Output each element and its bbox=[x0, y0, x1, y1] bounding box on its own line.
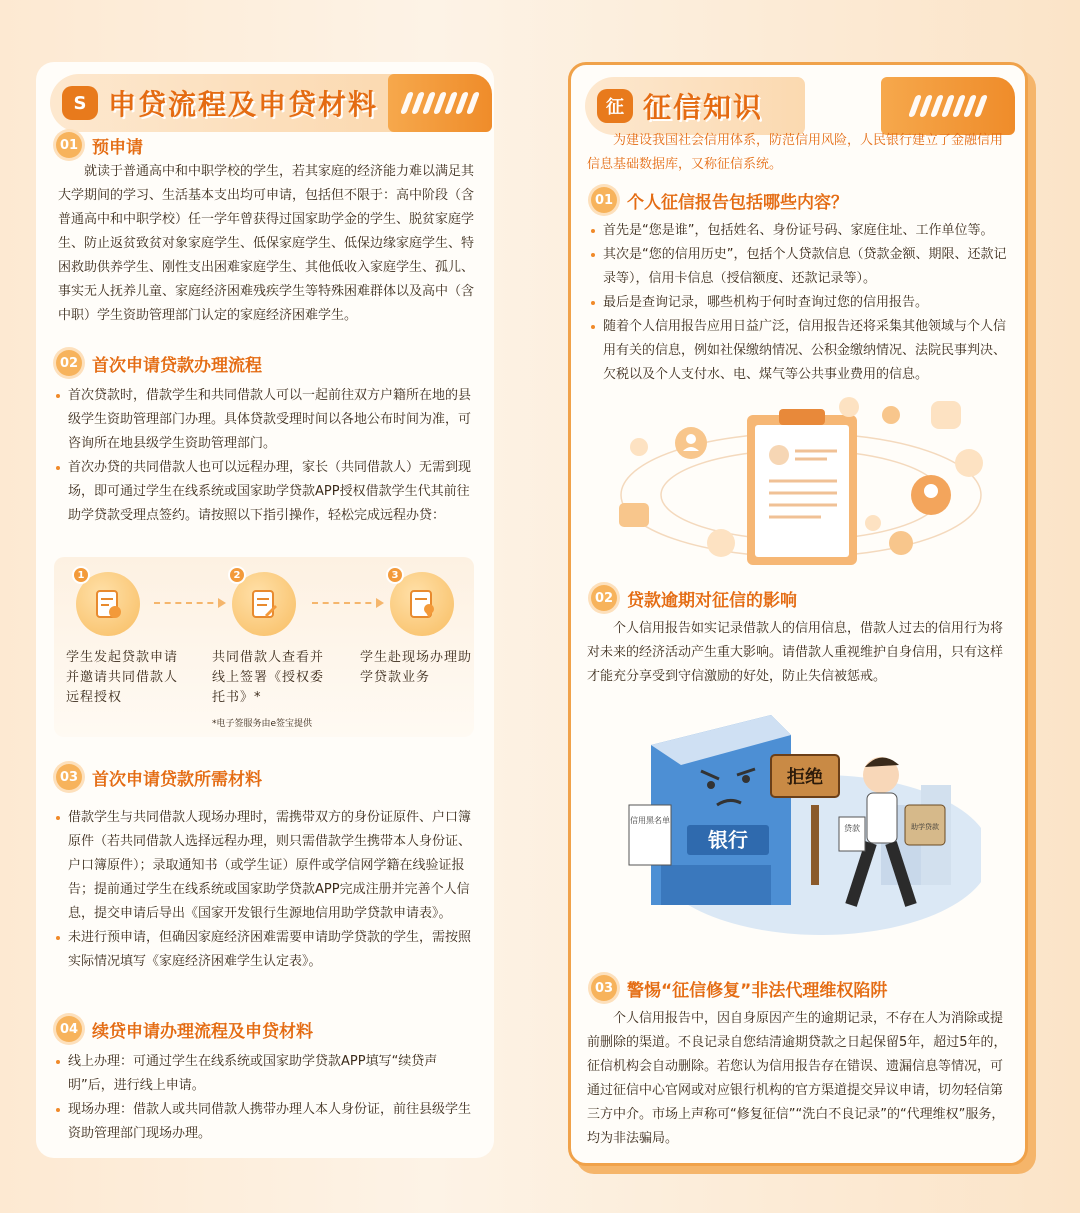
left-title-stripes bbox=[388, 74, 492, 132]
section-number-badge: 03 bbox=[56, 764, 82, 790]
section-01-heading bbox=[56, 132, 143, 158]
section-number-badge: 02 bbox=[591, 585, 617, 611]
sign-document-icon bbox=[247, 587, 281, 621]
step-3-number: 3 bbox=[386, 566, 404, 584]
right-section-02-heading bbox=[591, 585, 797, 611]
list-item: 首先是“您是谁”，包括姓名、身份证号码、家庭住址、工作单位等。 bbox=[589, 219, 1013, 243]
list-item: 未进行预申请，但确因家庭经济困难需要申请助学贷款的学生，需按照实际情况填写《家庭经济困难学生认定表》。 bbox=[54, 926, 478, 974]
list-item: 借款学生与共同借款人现场办理时，需携带双方的身份证原件、户口簿原件（若共同借款人选择远程办理，则只需借款学生携带本人身份证、户口簿原件）；录取通知书（或学生证）原件或学信网学籍在线验证报告；提前通过学生在线系统或国家助学贷款APP完成注册并完善个人信息，提交申请后导出《国家开发银行生源地信用助学贷款申请表》。 bbox=[54, 806, 478, 926]
section-title: 预申请 bbox=[92, 137, 143, 158]
refuse-sign: 拒绝 bbox=[787, 767, 823, 788]
section-02-heading bbox=[56, 350, 262, 376]
section-number-badge: 04 bbox=[56, 1016, 82, 1042]
section-title: 续贷申请办理流程及申贷材料 bbox=[92, 1021, 313, 1042]
bank-sign: 银行 bbox=[708, 828, 748, 852]
section-title: 首次申请贷款办理流程 bbox=[92, 355, 262, 376]
section-number-badge: 03 bbox=[591, 975, 617, 1001]
credit-report-clipboard-illustration bbox=[601, 395, 1001, 575]
right-panel bbox=[568, 62, 1028, 1166]
section-03-heading bbox=[56, 764, 262, 790]
section-04-heading bbox=[56, 1016, 313, 1042]
e-sign-footnote: *电子签服务由e签宝提供 bbox=[212, 719, 313, 729]
step-2-text: 共同借款人查看并线上签署《授权委托书》* bbox=[212, 650, 325, 705]
left-panel bbox=[36, 62, 494, 1158]
bank-refuse-loan-cartoon bbox=[621, 705, 981, 935]
left-title-bar bbox=[50, 74, 400, 132]
credit-intro: 为建设我国社会信用体系，防范信用风险，人民银行建立了金融信用信息基础数据库，又称征信系统。 bbox=[587, 133, 1004, 172]
right-title-stripes bbox=[881, 77, 1015, 135]
application-form-icon bbox=[91, 587, 125, 621]
credit-repair-warning-text: 个人信用报告中，因自身原因产生的逾期记录，不存在人为消除或提前删除的渠道。不良记录自您结清逾期贷款之日起保留5年，超过5年的，征信机构会自动删除。若您认为信用报告存在错误、遗漏信息等情况，可通过征信中心官网或对应银行机构的官方渠道提交异议申请，切勿轻信第三方中介。市场上声称可“修复征信”“洗白不良记录”的“代理维权”服务，均为非法骗局。 bbox=[587, 1011, 1007, 1146]
step-arrow bbox=[154, 602, 224, 604]
required-materials-list bbox=[54, 806, 478, 974]
section-number-badge: 01 bbox=[56, 132, 82, 158]
pre-apply-text: 就读于普通高中和中职学校的学生，若其家庭的经济能力难以满足其大学期间的学习、生活基本支出均可申请，包括但不限于：高中阶段（含普通高中和中职学校）任一学年曾获得过国家助学金的学生、脱贫家庭学生、防止返贫致贫对象家庭学生、低保家庭学生、低保边缘家庭学生、特困救助供养学生、刚性支出困难家庭学生、其他低收入家庭学生、孤儿、事实无人抚养儿童、家庭经济困难残疾学生等特殊困难群体以及高中（含中职）学生资助管理部门认定的家庭经济困难学生。 bbox=[58, 164, 475, 323]
first-loan-process-list bbox=[54, 384, 478, 528]
left-title: 申贷流程及申贷材料 bbox=[108, 88, 379, 121]
overdue-impact-text: 个人信用报告如实记录借款人的信用信息，借款人过去的信用行为将对未来的经济活动产生重大影响。请借款人重视维护自身信用，只有这样才能充分享受到守信激励的好处，防止失信被惩戒。 bbox=[587, 621, 1004, 684]
location-document-icon bbox=[405, 587, 439, 621]
list-item: 最后是查询记录，哪些机构于何时查询过您的信用报告。 bbox=[589, 291, 1013, 315]
step-arrow bbox=[312, 602, 382, 604]
section-number-badge: 01 bbox=[591, 187, 617, 213]
right-title-bar bbox=[585, 77, 805, 135]
section-title: 警惕“征信修复”非法代理维权陷阱 bbox=[627, 980, 888, 1001]
right-title: 征信知识 bbox=[643, 91, 764, 124]
credit-shield-icon: 征 bbox=[597, 89, 633, 123]
section-number-badge: 02 bbox=[56, 350, 82, 376]
list-item: 现场办理：借款人或共同借款人携带办理人本人身份证，前往县级学生资助管理部门现场办理。 bbox=[54, 1098, 478, 1146]
section-title: 贷款逾期对征信的影响 bbox=[627, 590, 797, 611]
step-3-text: 学生赴现场办理助学贷款业务 bbox=[360, 650, 473, 685]
list-item: 首次办贷的共同借款人也可以远程办理，家长（共同借款人）无需到现场，即可通过学生在线系统或国家助学贷款APP授权借款学生代其前往助学贷款受理点签约。请按照以下指引操作，轻松完成远程办贷： bbox=[54, 456, 478, 528]
step-2-number: 2 bbox=[228, 566, 246, 584]
step-1-text: 学生发起贷款申请并邀请共同借款人远程授权 bbox=[66, 650, 179, 705]
bag-label: 助学贷款 bbox=[911, 823, 939, 831]
blacklist-paper: 信用黑名单 bbox=[630, 816, 670, 825]
section-title: 首次申请贷款所需材料 bbox=[92, 769, 262, 790]
loan-paper: 贷款 bbox=[844, 824, 860, 833]
step-1-number: 1 bbox=[72, 566, 90, 584]
list-item: 首次贷款时，借款学生和共同借款人可以一起前往双方户籍所在地的县级学生资助管理部门办理。具体贷款受理时间以各地公布时间为准，可咨询所在地县级学生资助管理部门。 bbox=[54, 384, 478, 456]
right-section-01-heading bbox=[591, 187, 848, 213]
right-section-03-heading bbox=[591, 975, 887, 1001]
renewal-list bbox=[54, 1050, 478, 1146]
list-item: 随着个人信用报告应用日益广泛，信用报告还将采集其他领域与个人信用有关的信息，例如社保缴纳情况、公积金缴纳情况、法院民事判决、欠税以及个人支付水、电、煤气等公共事业费用的信息。 bbox=[589, 315, 1013, 387]
list-item: 其次是“您的信用历史”，包括个人贷款信息（贷款金额、期限、还款记录等），信用卡信息（授信额度、还款记录等）。 bbox=[589, 243, 1013, 291]
section-title: 个人征信报告包括哪些内容？ bbox=[627, 192, 848, 213]
credit-report-contents-list bbox=[589, 219, 1013, 387]
list-item: 线上办理：可通过学生在线系统或国家助学贷款APP填写“续贷声明”后，进行线上申请。 bbox=[54, 1050, 478, 1098]
coins-icon: S bbox=[62, 86, 98, 120]
